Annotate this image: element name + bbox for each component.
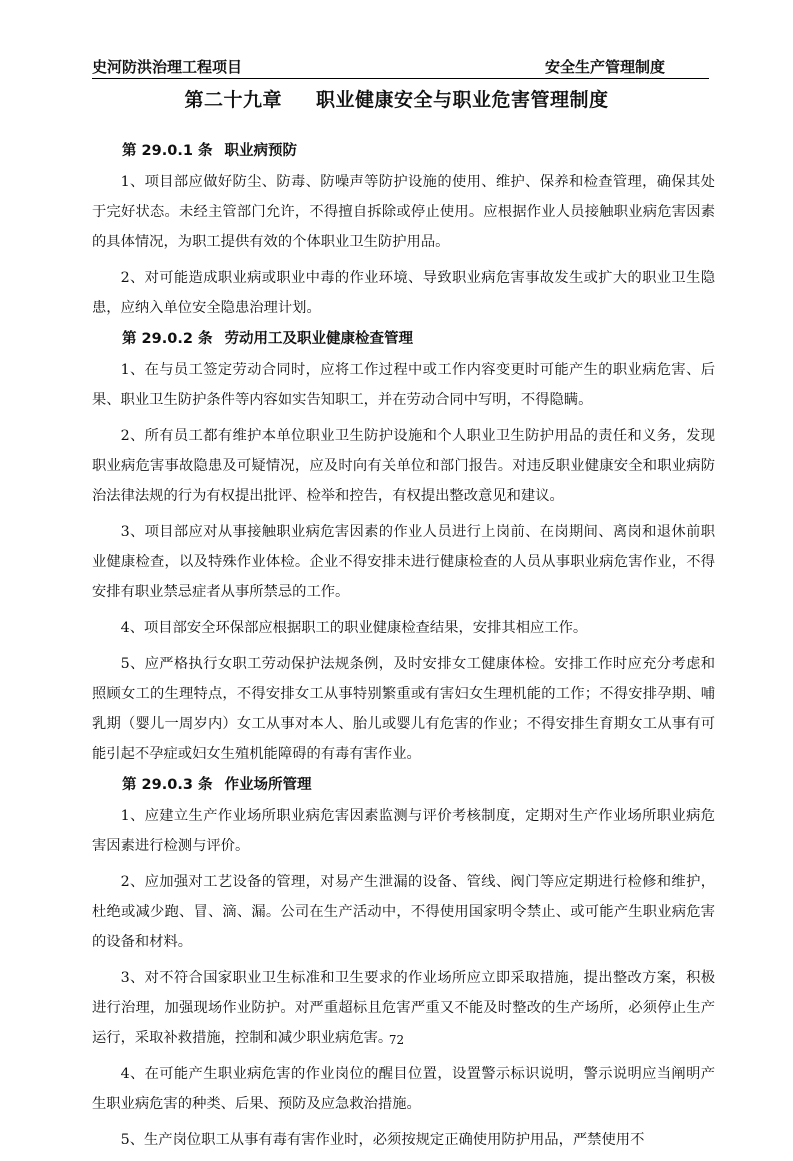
paragraph: 5、应严格执行女职工劳动保护法规条例，及时安排女工健康体检。安排工作时应充分考虑和照顾女工的生理特点，不得安排女工从事特别繁重或有害妇女生理机能的工作；不得安排孕期、哺乳期（婴儿一周岁内）女工从事对本人、胎儿或婴儿有危害的作业；不得安排生育期女工从事有可能引起不孕症或妇女生殖机能障碍的有毒有害作业。	[92, 656, 715, 762]
section-heading	[92, 329, 715, 349]
section-number: 第 29.0.3 条	[122, 777, 213, 793]
paragraph: 4、项目部安全环保部应根据职工的职业健康检查结果，安排其相应工作。	[120, 620, 588, 636]
chapter-number: 第二十九章	[184, 89, 282, 111]
section-heading	[92, 775, 715, 795]
paragraph: 2、应加强对工艺设备的管理，对易产生泄漏的设备、管线、阀门等应定期进行检修和维护，杜绝或减少跑、冒、滴、漏。公司在生产活动中，不得使用国家明令禁止、或可能产生职业病危害的设备和材料。	[92, 874, 715, 950]
chapter-name: 职业健康安全与职业危害管理制度	[316, 89, 609, 111]
paragraph: 1、应建立生产作业场所职业病危害因素监测与评价考核制度，定期对生产作业场所职业病危害因素进行检测与评价。	[92, 808, 715, 854]
section-number: 第 29.0.2 条	[122, 331, 213, 347]
section-number: 第 29.0.1 条	[122, 143, 213, 159]
document-body	[92, 141, 715, 1161]
paragraph: 1、在与员工签定劳动合同时，应将工作过程中或工作内容变更时可能产生的职业病危害、后果、职业卫生防护条件等内容如实告知职工，并在劳动合同中写明，不得隐瞒。	[92, 362, 715, 408]
paragraph: 1、项目部应做好防尘、防毒、防噪声等防护设施的使用、维护、保养和检查管理，确保其处于完好状态。未经主管部门允许，不得擅自拆除或停止使用。应根据作业人员接触职业病危害因素的具体情况，为职工提供有效的个体职业卫生防护用品。	[92, 174, 715, 250]
paragraph: 3、项目部应对从事接触职业病危害因素的作业人员进行上岗前、在岗期间、离岗和退休前职业健康检查，以及特殊作业体检。企业不得安排未进行健康检查的人员从事职业病危害作业，不得安排有职业禁忌症者从事所禁忌的工作。	[92, 524, 715, 600]
page-header	[92, 57, 709, 79]
section-heading	[92, 141, 715, 161]
section-title: 作业场所管理	[224, 777, 312, 793]
paragraph: 2、所有员工都有维护本单位职业卫生防护设施和个人职业卫生防护用品的责任和义务，发现职业病危害事故隐患及可疑情况，应及时向有关单位和部门报告。对违反职业健康安全和职业病防治法律法规的行为有权提出批评、检举和控告，有权提出整改意见和建议。	[92, 428, 715, 504]
page-number: 72	[388, 1033, 405, 1047]
paragraph: 5、生产岗位职工从事有毒有害作业时，必须按规定正确使用防护用品，严禁使用不	[120, 1132, 645, 1148]
header-project-name: 史河防洪治理工程项目	[92, 58, 243, 76]
paragraph: 2、对可能造成职业病或职业中毒的作业环境、导致职业病危害事故发生或扩大的职业卫生隐患，应纳入单位安全隐患治理计划。	[92, 270, 715, 316]
header-document-type: 安全生产管理制度	[544, 58, 665, 76]
paragraph: 3、对不符合国家职业卫生标准和卫生要求的作业场所应立即采取措施，提出整改方案，积极进行治理，加强现场作业防护。对严重超标且危害严重又不能及时整改的生产场所，必须停止生产运行，采取补救措施，控制和减少职业病危害。	[92, 970, 715, 1046]
chapter-title	[0, 87, 793, 113]
paragraph: 4、在可能产生职业病危害的作业岗位的醒目位置，设置警示标识说明，警示说明应当阐明产生职业病危害的种类、后果、预防及应急救治措施。	[92, 1066, 715, 1112]
header-divider	[92, 78, 709, 79]
section-title: 职业病预防	[224, 143, 297, 159]
section-title: 劳动用工及职业健康检查管理	[224, 331, 413, 347]
